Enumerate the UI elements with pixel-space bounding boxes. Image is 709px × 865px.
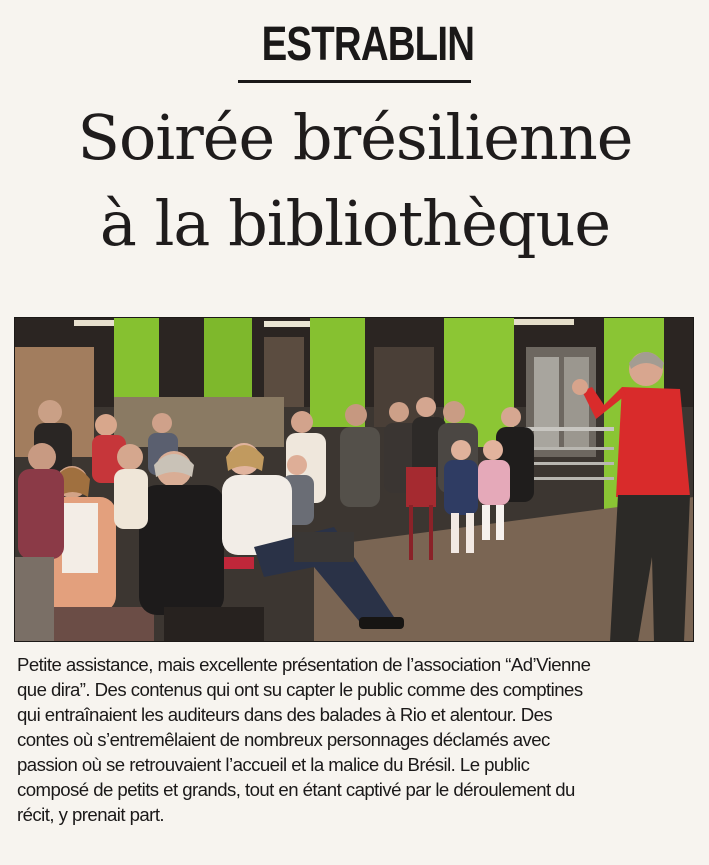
kicker-underline bbox=[238, 80, 471, 83]
headline-line-2: à la bibliothèque bbox=[99, 187, 611, 260]
photo-caption bbox=[17, 652, 697, 827]
library-audience-photo bbox=[14, 317, 694, 642]
caption-line: Petite assistance, mais excellente présentation de l’association “Ad’Vienne bbox=[17, 654, 591, 675]
caption-line: récit, y prenait part. bbox=[17, 804, 165, 825]
caption-line: contes où s’entremêlaient de nombreux personnages déclamés avec bbox=[17, 729, 550, 750]
headline-line-1: Soirée brésilienne bbox=[77, 101, 633, 174]
section-kicker: ESTRABLIN bbox=[261, 18, 475, 71]
article-photo bbox=[14, 317, 694, 642]
article-headline bbox=[40, 95, 670, 267]
caption-line: composé de petits et grands, tout en étant captivé par le déroulement du bbox=[17, 779, 575, 800]
caption-line: que dira”. Des contenus qui ont su capter le public comme des comptines bbox=[17, 679, 583, 700]
caption-line: passion où se retrouvaient l’accueil et la malice du Brésil. Le public bbox=[17, 754, 530, 775]
caption-line: qui entraînaient les auditeurs dans des balades à Rio et alentour. Des bbox=[17, 704, 553, 725]
